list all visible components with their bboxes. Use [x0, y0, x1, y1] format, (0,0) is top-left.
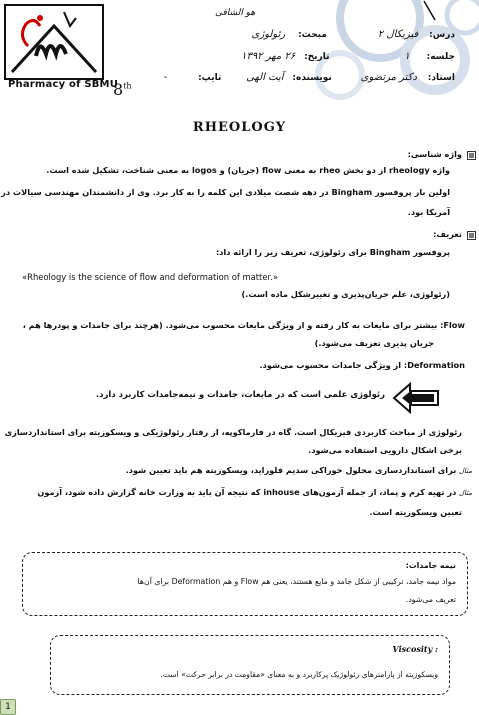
header-decoration	[300, 0, 479, 100]
definition-quote-fa: (رئولوژی، علم جریان‌پذیری و تغییرشکل ماده است.)	[241, 289, 450, 299]
edition-number: 8th	[113, 80, 132, 99]
top-label: هو الشافی	[215, 8, 256, 18]
page-number: 1	[0, 699, 16, 715]
semisolid-line-2: تعریف می‌شود.	[405, 595, 456, 604]
header-row-1	[0, 29, 455, 40]
definition-heading: تعریف:	[433, 229, 462, 239]
writer-value: آیت الهی	[246, 72, 284, 83]
callout-text: رئولوژی علمی است که در مایعات، جامدات و نیمه‌جامدات کاربرد دارد.	[95, 390, 385, 400]
flow-definition	[10, 318, 465, 332]
topic-label: مبحث:	[298, 30, 327, 40]
course-label: درس:	[429, 30, 455, 40]
logo-text: Pharmacy of SBMU	[8, 79, 119, 90]
date-value: ۲۶ مهر ۱۳۹۲	[241, 51, 296, 62]
pharmacy-logo-icon	[6, 6, 102, 78]
example-2-text-2: تعیین ویسکوزیته است.	[369, 507, 462, 517]
flow-text: : بیشتر برای مایعات به کار رفته و از ویژگی مایعات محسوب می‌شود. (هرچند برای جامدات و پودرها هم ،	[22, 320, 444, 330]
typist-label: تایپ:	[198, 73, 222, 83]
example-label: مثال	[458, 489, 472, 497]
page-title: RHEOLOGY	[192, 120, 287, 135]
session-label: جلسه:	[426, 52, 455, 62]
teacher-label: استاد:	[427, 73, 455, 83]
teacher-value: دکتر مرتضوی	[360, 72, 417, 83]
flow-term: Flow	[443, 320, 465, 330]
deformation-term: Deformation	[407, 360, 465, 370]
etymology-p2: اولین بار پروفسور Bingham در دهه شصت میلادی این کلمه را به کار برد. وی از دانشمندان مهندسی سیالات در	[1, 187, 450, 197]
etymology-p1: واژه rheology از دو بخش rheo به معنی flow (جریان) و logos به معنی شناخت، تشکیل شده است.	[46, 165, 450, 175]
deformation-text: : از ویژگی جامدات محسوب می‌شود.	[259, 360, 408, 370]
body-p2: برخی اشکال دارویی استفاده می‌شود.	[308, 445, 462, 455]
deformation-definition	[10, 358, 465, 372]
viscosity-line-1: ویسکوزیته از پارامترهای رئولوژیک پرکاربرد و به معنای «مقاومت در برابر حرکت» است.	[160, 670, 438, 679]
definition-quote: «Rheology is the science of flow and deformation of matter.»	[22, 272, 278, 282]
etymology-heading: واژه شناسی:	[407, 149, 462, 159]
topic-value: رئولوژی	[251, 29, 286, 40]
example-label: مثال	[458, 467, 472, 475]
section-bullet-icon	[467, 231, 476, 240]
viscosity-title: : Viscosity	[392, 644, 438, 654]
example-2-text: در تهیه کرم و پماد، از جمله آزمون‌های inhouse که نتیجه آن باید به وزارت خانه گزارش داده شود، آزمون	[37, 487, 457, 497]
body-p1: رئولوژی از مباحث کاربردی فیزیکال است. گاه در فارماکوپه، از رفتار رئولوژیکی و ویسکوزیته برای استانداردسازی	[4, 427, 462, 437]
example-1-text: برای استانداردسازی محلول خوراکی سدیم فلوراید، ویسکوزیته هم باید تعیین شود.	[125, 465, 457, 475]
date-label: تاریخ:	[304, 52, 330, 62]
writer-label: نویسنده:	[292, 73, 332, 83]
header-corner-line	[423, 0, 437, 22]
header-row-3	[0, 72, 455, 83]
semisolid-line-1: مواد نیمه جامد، ترکیبی از شکل جامد و مایع هستند، یعنی هم Flow و هم Deformation برای آن‌ها	[137, 577, 456, 586]
arrow-left-icon	[392, 382, 442, 414]
example-2	[0, 485, 472, 500]
logo-frame	[4, 4, 104, 80]
course-value: فیزیکال ۲	[377, 29, 419, 40]
definition-p1: پروفسور Bingham برای رئولوژی، تعریف زیر را ارائه داد:	[215, 247, 450, 257]
semisolid-title: نیمه جامدات:	[405, 561, 456, 570]
header-row-2	[0, 51, 455, 62]
etymology-p3: آمریکا بود.	[407, 207, 450, 217]
section-bullet-icon	[467, 151, 476, 160]
typist-value: -	[163, 72, 168, 83]
flow-text-2: جریان پذیری تعریف می‌شود.)	[314, 338, 434, 348]
session-value: ۱	[404, 51, 410, 62]
example-1	[10, 463, 472, 478]
